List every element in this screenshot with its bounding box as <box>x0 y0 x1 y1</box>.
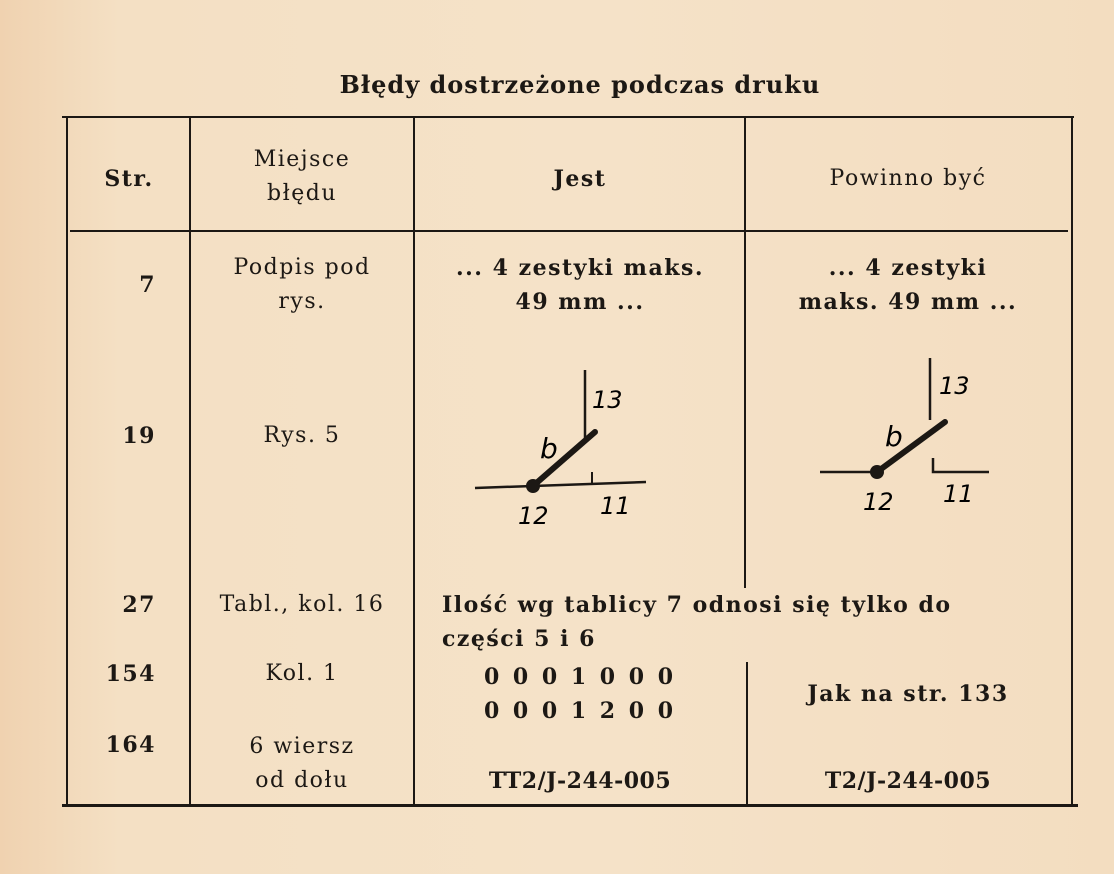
header-is: Jest <box>553 166 607 192</box>
row-1-is <box>416 251 744 319</box>
figure-is-label-b: b <box>540 432 558 465</box>
header-bottom-rule <box>70 230 1068 232</box>
row-5-place <box>192 730 412 798</box>
table-right-border <box>1071 118 1073 806</box>
row-5-place-line-1: 6 wiersz <box>249 734 355 759</box>
row-2-place: Rys. 5 <box>263 423 341 448</box>
row-2-should-figure <box>815 350 1015 520</box>
row-4-is <box>416 660 744 728</box>
table-left-border <box>66 118 68 806</box>
row-3-merged <box>442 588 1068 656</box>
row-1-page: 7 <box>139 272 156 298</box>
header-place-line-2: błędu <box>267 181 337 206</box>
row-1-should-line-2: maks. 49 mm ... <box>798 289 1018 315</box>
figure-should-label-12: 12 <box>863 488 894 516</box>
row-1-place-line-2: rys. <box>278 289 326 314</box>
row-2-page: 19 <box>122 423 156 449</box>
row-4-should: Jak na str. 133 <box>807 681 1009 707</box>
row-1-should <box>747 251 1069 319</box>
row-4-is-line-1: 0 0 0 1 0 0 0 <box>483 664 677 690</box>
row-5-page: 164 <box>105 732 156 758</box>
row-2-is-figure <box>470 360 670 530</box>
row-4-is-line-2: 0 0 0 1 2 0 0 <box>483 698 677 724</box>
row-1-place <box>192 251 412 319</box>
row-5-is: TT2/J-244-005 <box>488 768 672 794</box>
row-5-should: T2/J-244-005 <box>824 768 992 794</box>
row-1-is-line-1: ... 4 zestyki maks. <box>455 255 704 281</box>
header-place-line-1: Miejsce <box>253 147 351 172</box>
row-1-is-line-2: 49 mm ... <box>515 289 645 315</box>
figure-is-label-13: 13 <box>592 386 623 414</box>
row-4-page: 154 <box>105 661 156 687</box>
figure-is-label-12: 12 <box>518 502 549 530</box>
figure-should-label-13: 13 <box>939 372 970 400</box>
header-str: Str. <box>104 166 154 192</box>
figure-should-origin-dot <box>870 465 884 479</box>
page-title: Błędy dostrzeżone podczas druku <box>339 70 821 99</box>
figure-should-corner <box>933 458 989 472</box>
column-divider-1 <box>189 118 191 806</box>
row-3-place: Tabl., kol. 16 <box>219 592 385 617</box>
header-should: Powinno być <box>829 166 987 191</box>
table-top-rule <box>62 116 1074 118</box>
figure-should-label-b: b <box>885 420 903 453</box>
row-3-merged-line-2: części 5 i 6 <box>442 626 596 652</box>
column-divider-3-top <box>744 118 746 588</box>
figure-should-label-11: 11 <box>943 480 974 508</box>
figure-is-horizontal-line <box>475 482 646 488</box>
column-divider-2 <box>413 118 415 806</box>
table-bottom-rule <box>62 804 1078 807</box>
row-3-merged-line-1: Ilość wg tablicy 7 odnosi się tylko do <box>442 592 952 618</box>
row-1-should-line-1: ... 4 zestyki <box>828 255 988 281</box>
figure-is-origin-dot <box>526 479 540 493</box>
row-4-place: Kol. 1 <box>265 661 339 686</box>
row-3-page: 27 <box>122 592 156 618</box>
figure-is-label-11: 11 <box>600 492 631 520</box>
row-1-place-line-1: Podpis pod <box>233 255 371 280</box>
row-5-place-line-2: od dołu <box>255 768 349 793</box>
header-place <box>192 143 412 211</box>
